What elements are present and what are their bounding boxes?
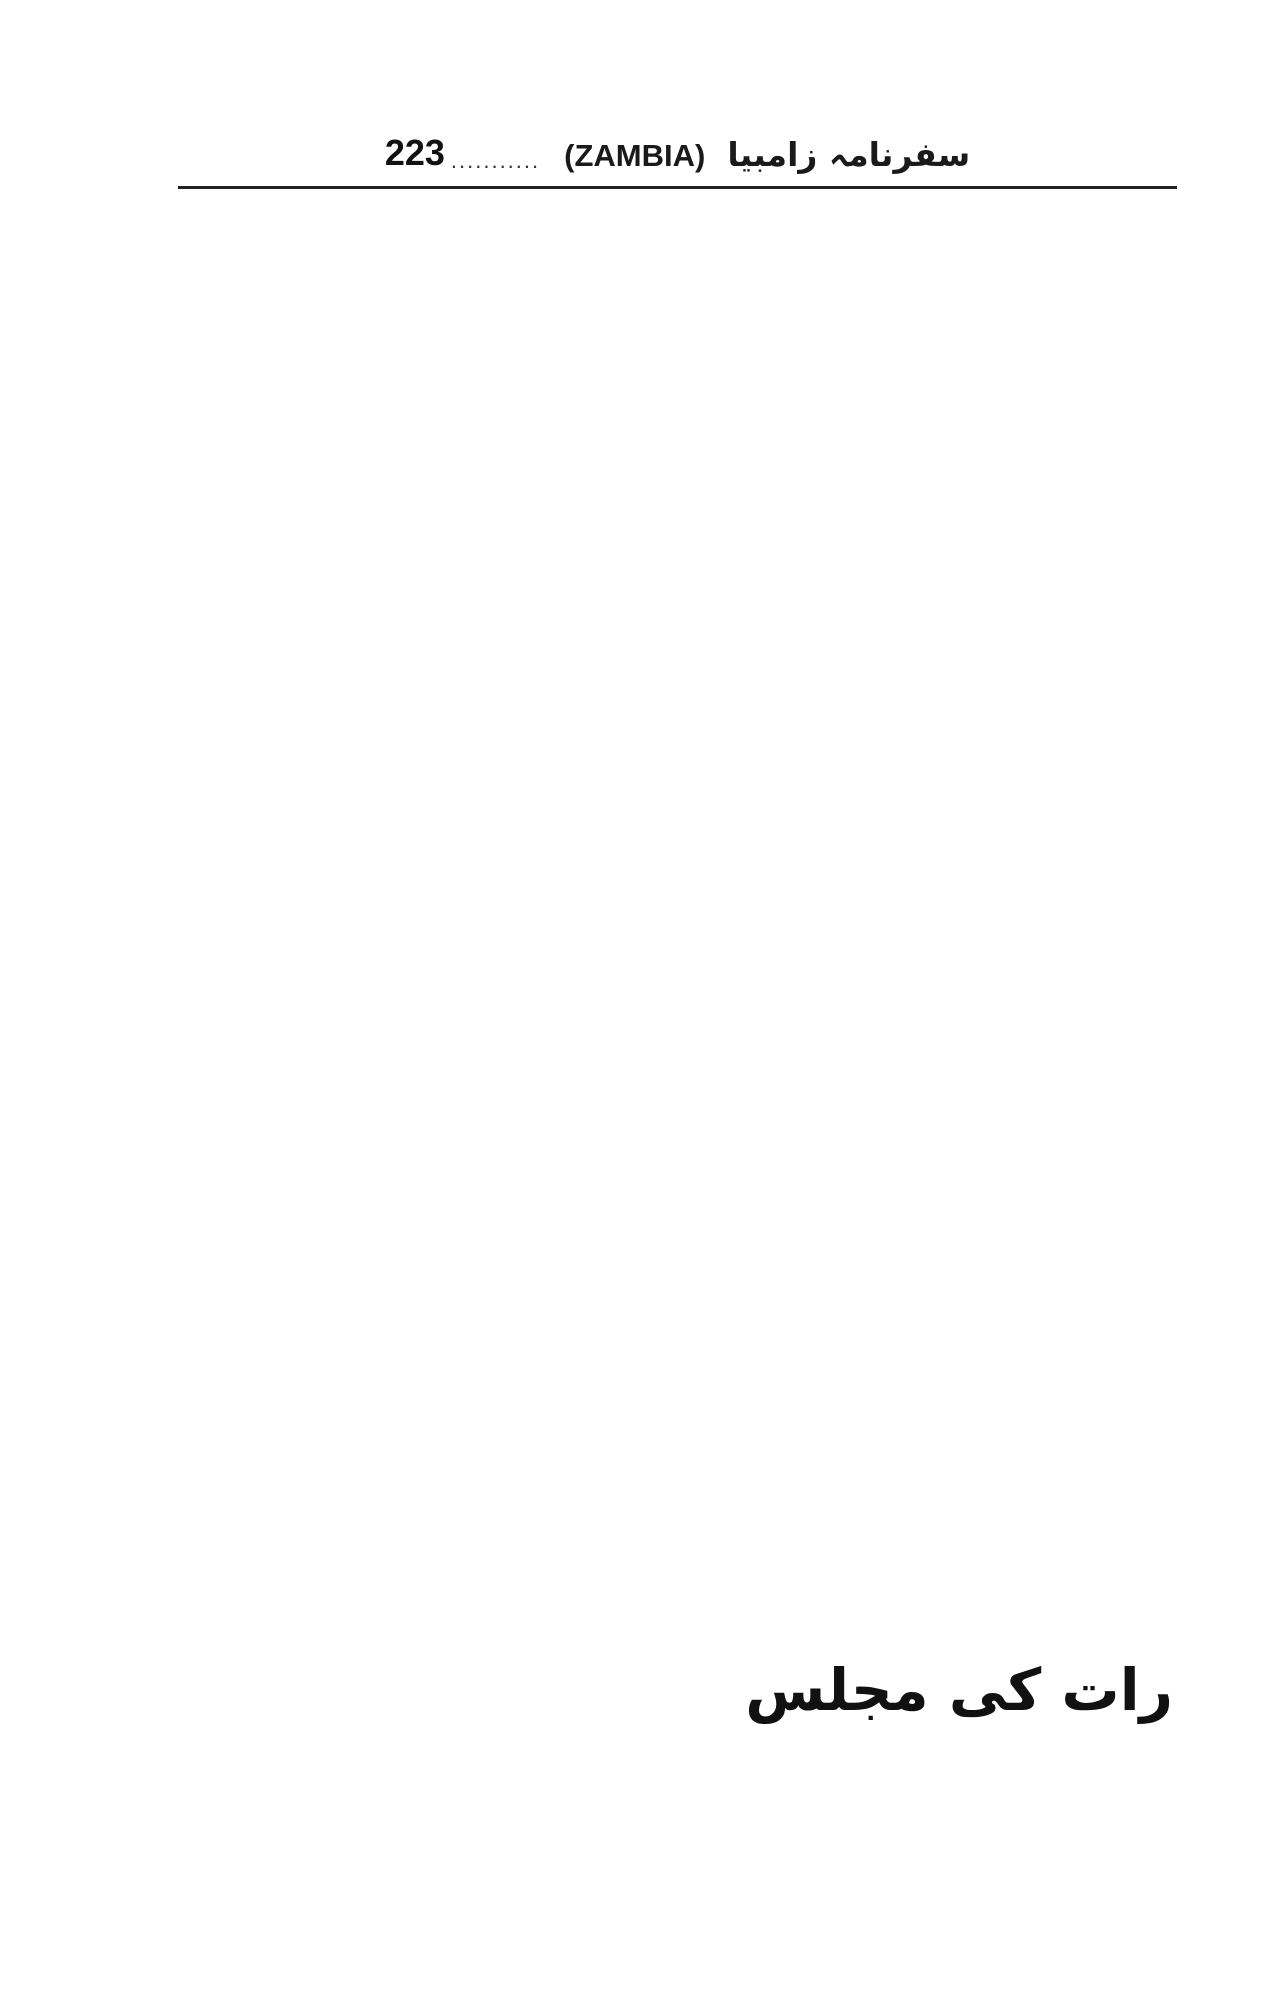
arabic-line bbox=[158, 1484, 1177, 1557]
header-country: (ZAMBIA) bbox=[564, 138, 706, 173]
closing-line bbox=[166, 995, 1169, 1068]
prose-line bbox=[166, 630, 1169, 703]
prose-line bbox=[166, 411, 1169, 484]
prose-line bbox=[166, 192, 1169, 265]
prose-line bbox=[166, 557, 1169, 630]
closing-line bbox=[166, 1068, 1169, 1141]
running-header bbox=[178, 116, 1177, 189]
arabic-line bbox=[158, 1265, 1177, 1338]
verse-line bbox=[166, 849, 1169, 922]
header-leader-dots: ........... bbox=[450, 148, 541, 173]
prose-line bbox=[166, 703, 1169, 776]
arabic-line bbox=[158, 1338, 1177, 1411]
page-number: 223 bbox=[384, 132, 445, 173]
prose-line bbox=[166, 338, 1169, 411]
arabic-line bbox=[158, 1411, 1177, 1484]
prose-line bbox=[166, 776, 1169, 849]
prose-line bbox=[166, 484, 1169, 557]
verse-line bbox=[166, 922, 1169, 995]
main-prose bbox=[166, 192, 1169, 1141]
arabic-prayer bbox=[158, 1265, 1177, 1630]
header-book-title: سفرنامہ زامبیا bbox=[727, 135, 971, 174]
section-heading: رات کی مجلس bbox=[745, 1656, 1173, 1724]
prose-line bbox=[166, 265, 1169, 338]
final-line bbox=[170, 1752, 1169, 1832]
